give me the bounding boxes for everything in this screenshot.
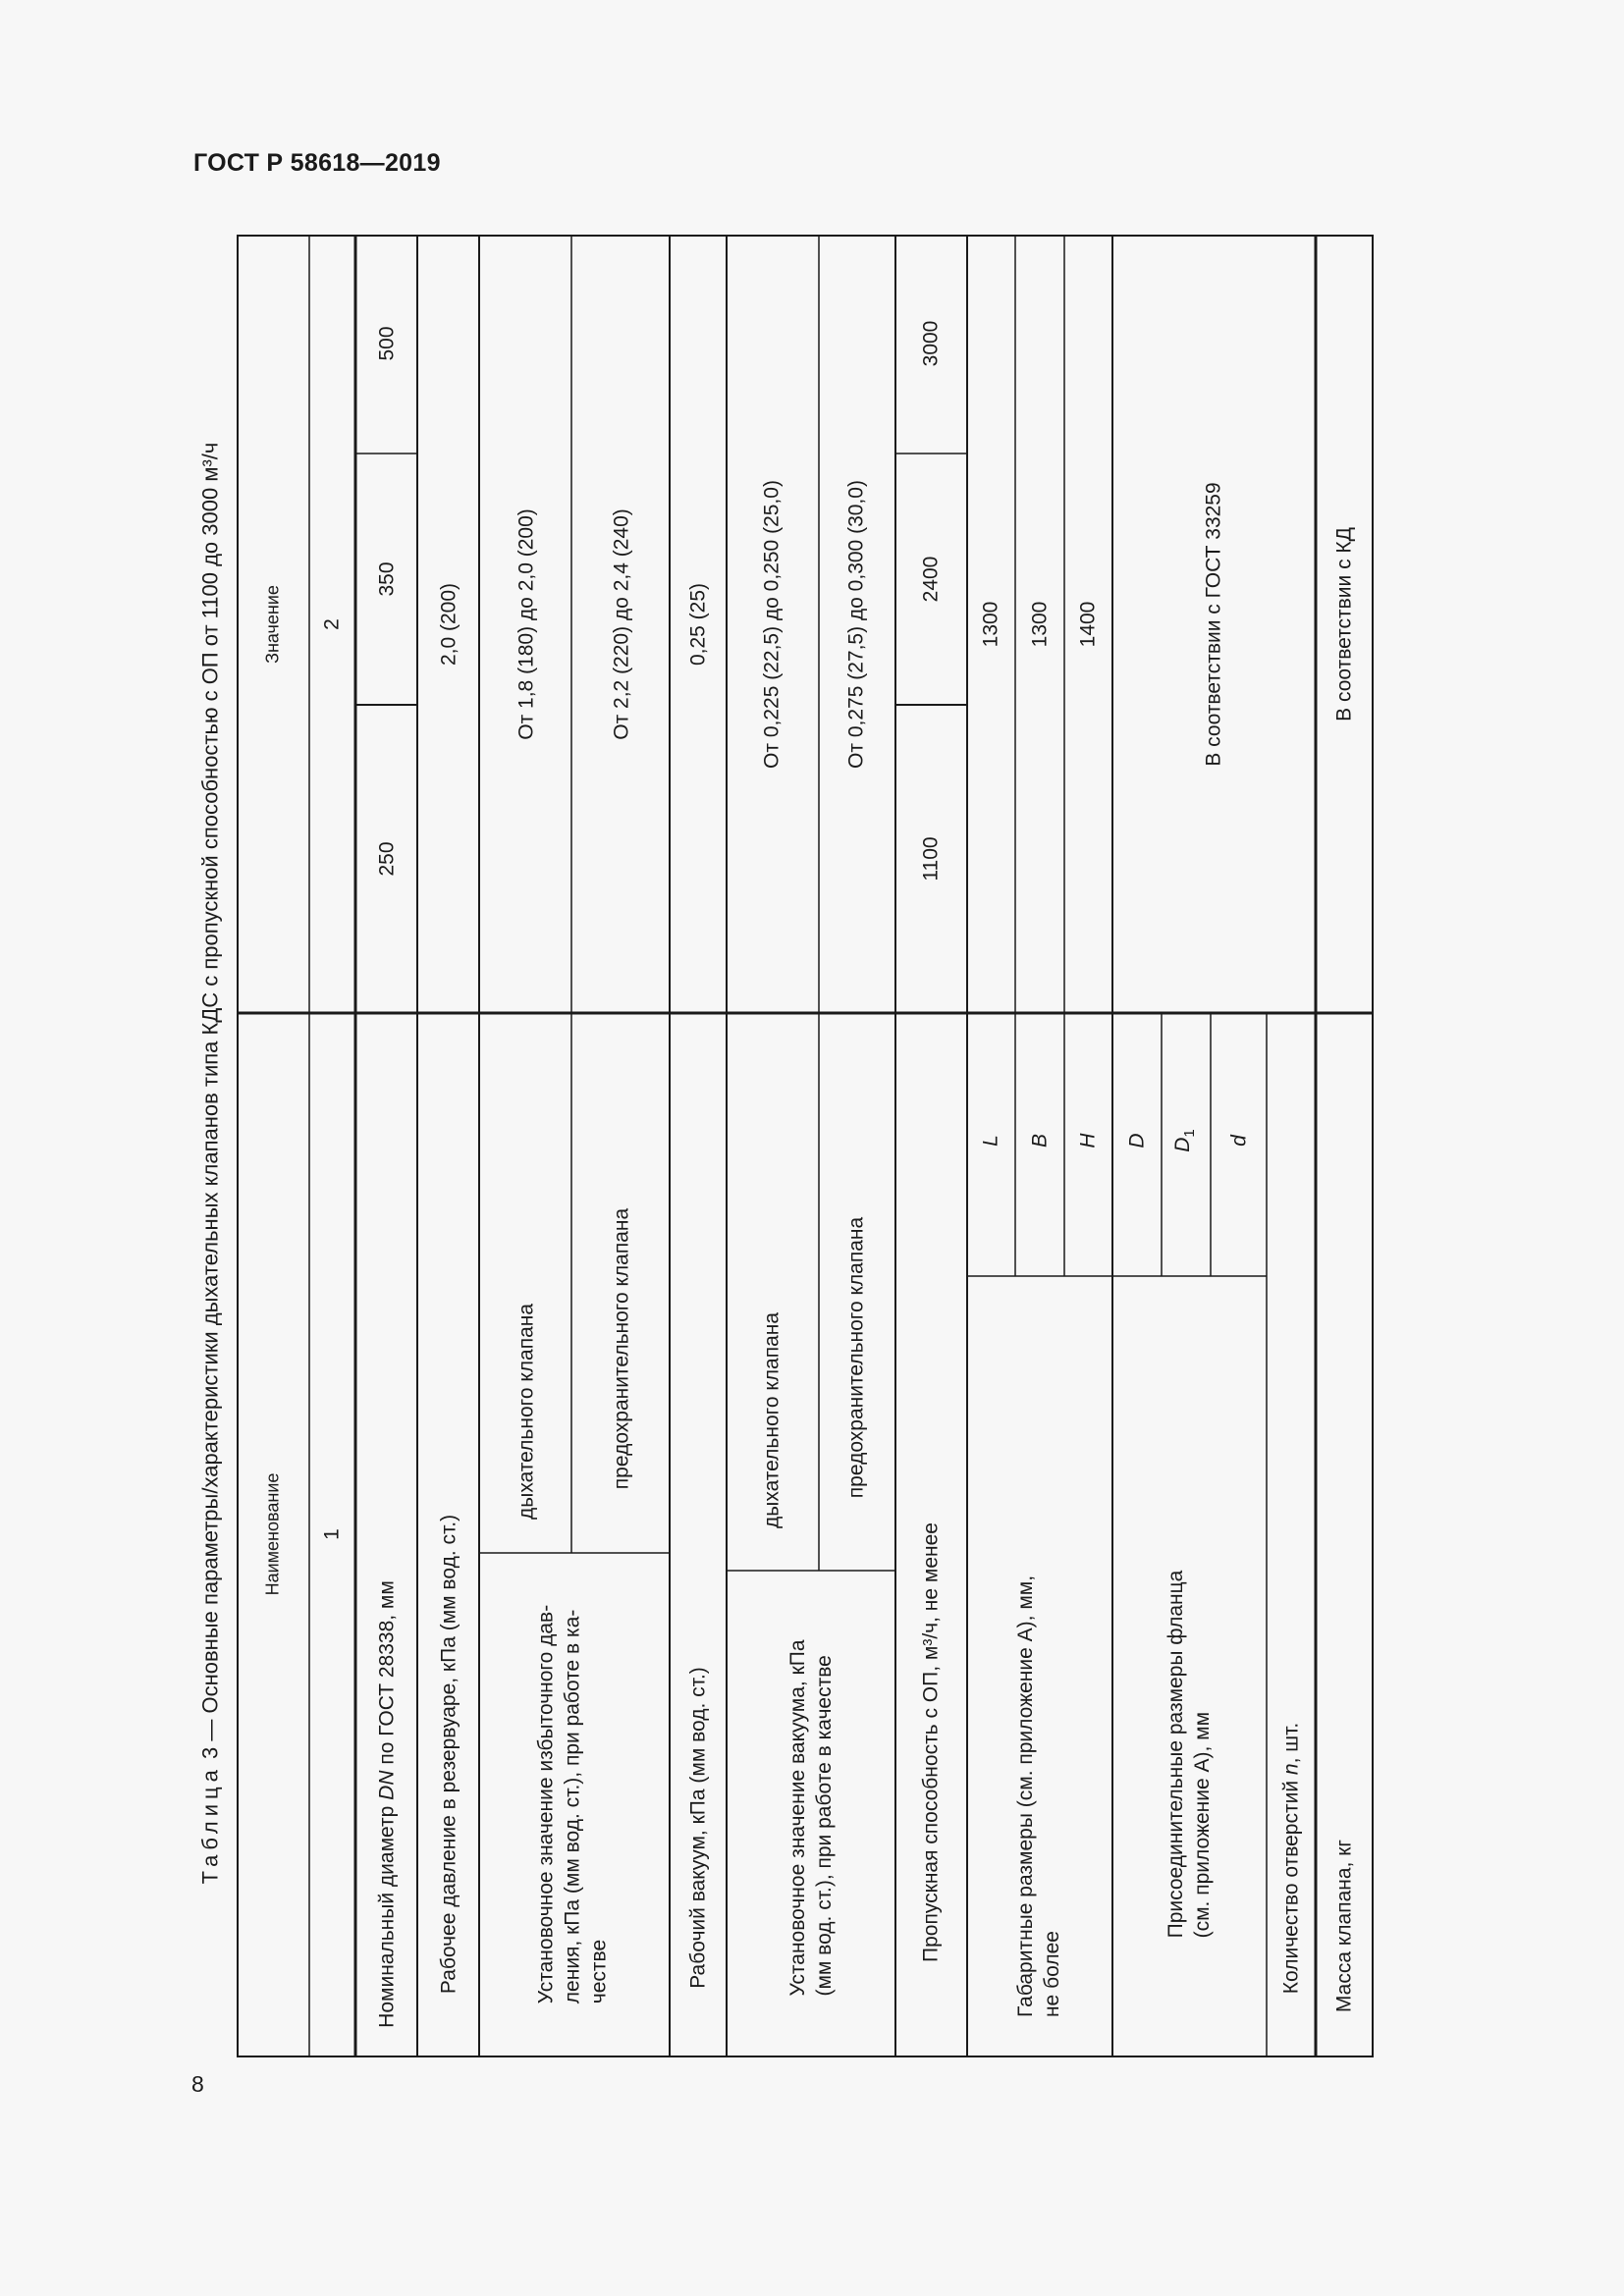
set-pressure-sub-breathing: дыхательного клапана (514, 1303, 538, 1521)
col-header-name: Наименование (262, 1472, 283, 1596)
table-caption-text: 3 — Основные параметры/характеристики дыхательных клапанов типа КДС с пропускной способностью с ОП от 1100 до 3000 м³/ч (197, 442, 223, 1766)
dn-value-1: 250 (375, 841, 399, 877)
dim-value-b: 1300 (1028, 601, 1052, 648)
row-label-set-vacuum: Установочное значение вакуума, кПа (мм вод. ст.), при работе в качестве (786, 1639, 836, 1997)
row-label-capacity: Пропускная способность с ОП, м³/ч, не менее (919, 1522, 943, 1962)
set-vacuum-value-safety: От 0,275 (27,5) до 0,300 (30,0) (844, 480, 868, 769)
flange-symbol-d-outer: D (1125, 1133, 1149, 1148)
set-pressure-sub-safety: предохранительного клапана (610, 1207, 633, 1490)
row-label-work-vacuum: Рабочий вакуум, кПа (мм вод. ст.) (686, 1667, 710, 1989)
dim-value-l: 1300 (979, 601, 1002, 648)
dim-symbol-l: L (979, 1135, 1002, 1147)
set-vacuum-value-breathing: От 0,225 (22,5) до 0,250 (25,0) (760, 480, 784, 769)
flange-symbol-d-inner: d (1227, 1135, 1251, 1147)
flange-symbol-d1: $D_1$ (1170, 1129, 1199, 1152)
row-label-mass: Масса клапана, кг (1332, 1839, 1356, 2013)
row-label-holes: Количество отверстий n, шт. (1279, 1722, 1303, 1995)
dn-value-3: 500 (375, 326, 399, 361)
capacity-value-2: 2400 (919, 556, 943, 603)
table-caption (197, 443, 224, 1885)
set-vacuum-sub-breathing: дыхательного клапана (760, 1311, 784, 1529)
table-caption-label: Таблица (197, 1765, 223, 1885)
dim-symbol-b: B (1028, 1133, 1052, 1148)
mass-value: В соответствии с КД (1332, 527, 1356, 721)
row-label-work-pressure: Рабочее давление в резервуаре, кПа (мм вод. ст.) (437, 1514, 460, 1995)
dim-value-h: 1400 (1076, 601, 1100, 648)
work-vacuum-value: 0,25 (25) (686, 582, 710, 667)
col-header-value: Значение (262, 585, 283, 664)
col-number-1: 1 (320, 1528, 344, 1540)
col-number-2: 2 (320, 618, 344, 630)
row-label-flange: Присоединительные размеры фланца (см. приложение А), мм (1164, 1570, 1214, 1939)
capacity-value-1: 1100 (919, 836, 943, 881)
flange-value: В соответствии с ГОСТ 33259 (1202, 482, 1225, 767)
dim-symbol-h: H (1076, 1133, 1100, 1148)
set-pressure-value-safety: От 2,2 (220) до 2,4 (240) (610, 508, 633, 740)
document-header: ГОСТ Р 58618—2019 (193, 149, 441, 177)
set-pressure-value-breathing: От 1,8 (180) до 2,0 (200) (514, 508, 538, 740)
row-label-overall-dims: Габаритные размеры (см. приложение А), мм, не более (1014, 1575, 1063, 2018)
work-pressure-value: 2,0 (200) (437, 582, 460, 667)
page-number: 8 (191, 2071, 204, 2097)
capacity-value-3: 3000 (919, 320, 943, 367)
set-vacuum-sub-safety: предохранительного клапана (844, 1216, 868, 1499)
row-label-set-pressure: Установочное значение избыточного дав- ления, кПа (мм вод. ст.), при работе в ка- честве (534, 1604, 611, 2004)
row-label-dn: Номинальный диаметр DN по ГОСТ 28338, мм (375, 1580, 399, 2028)
dn-value-2: 350 (375, 561, 399, 597)
